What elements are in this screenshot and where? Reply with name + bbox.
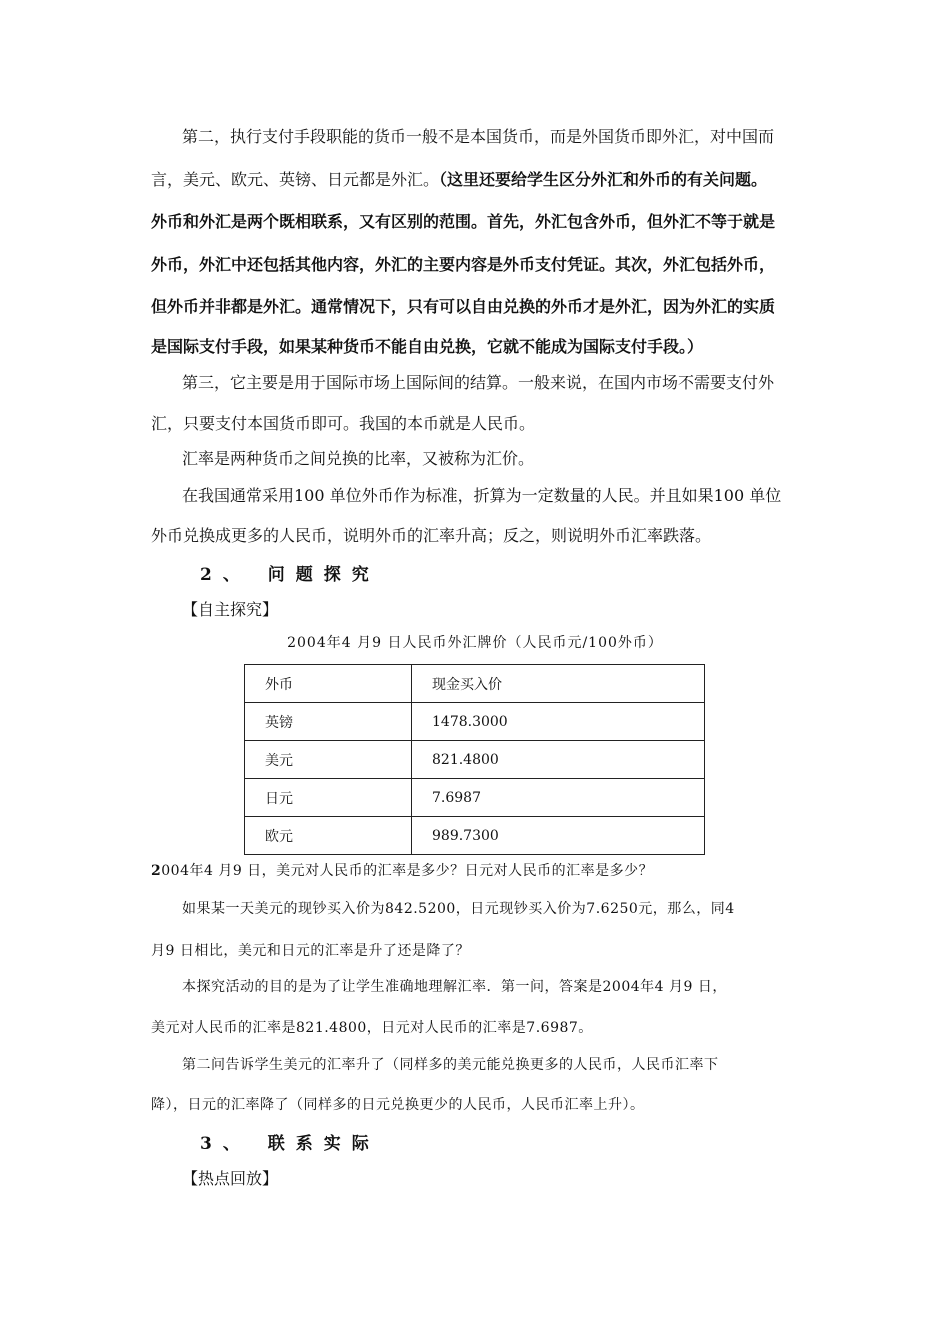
section-tag-hotspot-review: 【热点回放】 [182, 1169, 279, 1188]
table-header-currency: 外币 [245, 665, 412, 703]
para1-line3: 外币和外汇是两个既相联系，又有区别的范围。首先，外汇包含外币，但外汇不等于就是 [151, 212, 776, 231]
para4-line1: 在我国通常采用100 单位外币作为标准，折算为一定数量的人民。并且如果100 单位 [182, 486, 782, 505]
section-tag-self-exploration: 【自主探究】 [182, 600, 279, 619]
para4-line2: 外币兑换成更多的人民币，说明外币的汇率升高；反之，则说明外币汇率跌落。 [151, 526, 712, 545]
table-cell-price: 821.4800 [412, 741, 705, 779]
table-cell-currency: 欧元 [245, 817, 412, 855]
table-header-cash-buy-price: 现金买入价 [412, 665, 705, 703]
heading-problem-exploration: 2、 问题探究 [200, 565, 380, 585]
question-1 [151, 860, 653, 880]
para2-line2: 汇，只要支付本国货币即可。我国的本币就是人民币。 [151, 414, 536, 433]
para1-line2-normal: 言，美元、欧元、英镑、日元都是外汇。 [151, 170, 440, 189]
para1-line2-bold: （这里还要给学生区分外汇和外币的有关问题。 [439, 170, 768, 189]
answer-2-line2: 降），日元的汇率降了（同样多的日元兑换更少的人民币，人民币汇率上升）。 [151, 1097, 645, 1113]
table-row [245, 817, 705, 855]
para1-line4: 外币，外汇中还包括其他内容，外汇的主要内容是外币支付凭证。其次，外汇包括外币， [151, 255, 776, 274]
para1-line6: 是国际支付手段，如果某种货币不能自由兑换，它就不能成为国际支付手段。） [151, 337, 704, 356]
table-cell-currency: 英镑 [245, 703, 412, 741]
answer-1-line1: 本探究活动的目的是为了让学生准确地理解汇率．第一问，答案是2004年4 月9 日， [182, 979, 727, 995]
table-cell-currency: 美元 [245, 741, 412, 779]
question-2-line2: 月9 日相比，美元和日元的汇率是升了还是降了？ [151, 943, 470, 959]
para1-line1: 第二，执行支付手段职能的货币一般不是本国货币，而是外国货币即外汇，对中国而 [182, 127, 775, 146]
question-2-line1: 如果某一天美元的现钞买入价为842.5200，日元现钞买入价为7.6250元，那么，同4 [182, 901, 735, 917]
table-cell-price: 989.7300 [412, 817, 705, 855]
para3: 汇率是两种货币之间兑换的比率，又被称为汇价。 [182, 449, 535, 468]
table-header-row [245, 665, 705, 703]
para1-line2 [151, 167, 767, 190]
table-row [245, 779, 705, 817]
table-row [245, 703, 705, 741]
answer-1-line2: 美元对人民币的汇率是821.4800，日元对人民币的汇率是7.6987。 [151, 1020, 593, 1036]
exchange-rate-table [244, 664, 705, 855]
answer-2-line1: 第二问告诉学生美元的汇率升了（同样多的美元能兑换更多的人民币，人民币汇率下 [182, 1057, 719, 1073]
table-caption: 2004年4 月9 日人民币外汇牌价（人民币元/100外币） [287, 635, 663, 651]
table-row [245, 741, 705, 779]
question-1-text: 004年4 月9 日，美元对人民币的汇率是多少？日元对人民币的汇率是多少？ [161, 863, 654, 879]
table-cell-price: 7.6987 [412, 779, 705, 817]
question-1-lead: 2 [151, 863, 162, 879]
table-cell-currency: 日元 [245, 779, 412, 817]
heading-connect-reality: 3、 联系实际 [200, 1134, 380, 1154]
para2-line1: 第三，它主要是用于国际市场上国际间的结算。一般来说，在国内市场不需要支付外 [182, 373, 775, 392]
para1-line5: 但外币并非都是外汇。通常情况下，只有可以自由兑换的外币才是外汇，因为外汇的实质 [151, 297, 776, 316]
table-cell-price: 1478.3000 [412, 703, 705, 741]
